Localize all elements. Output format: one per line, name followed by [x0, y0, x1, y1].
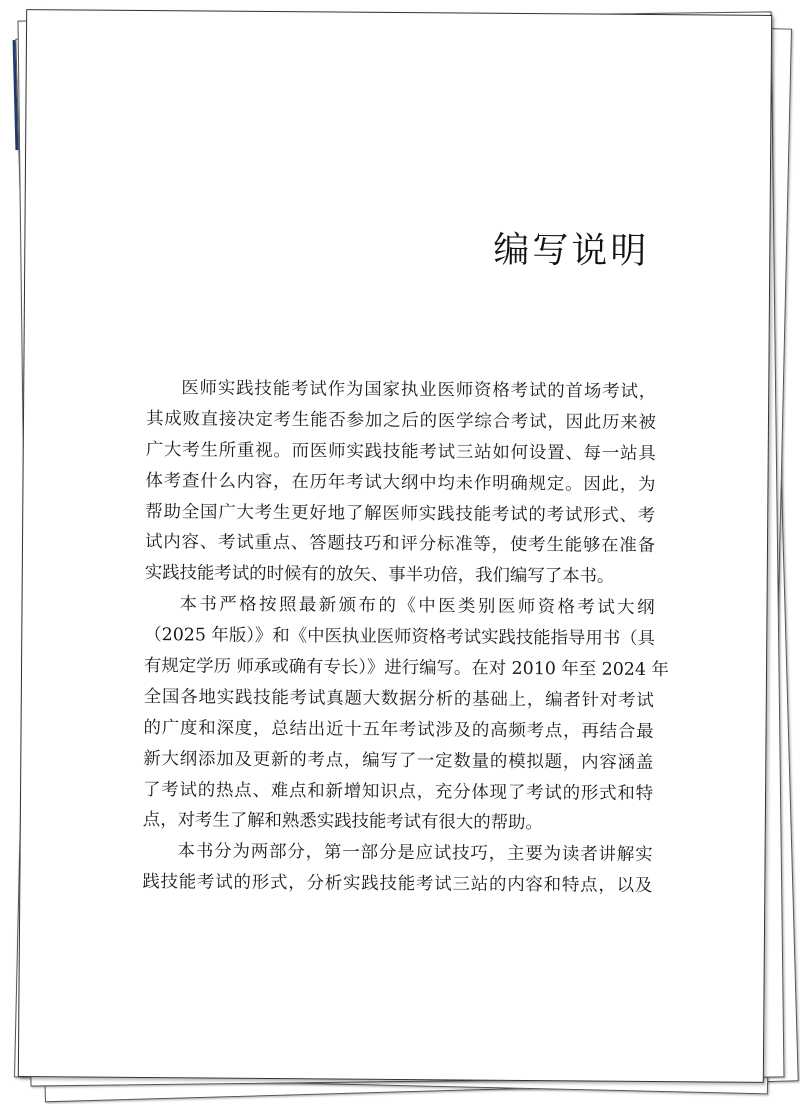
- text-line: 试内容、考试重点、答题技巧和评分标准等，使考生能够在准备: [144, 532, 656, 557]
- paragraph: [145, 373, 657, 593]
- text-line: 新大纲添加及更新的考点，编写了一定数量的模拟题，内容涵盖: [143, 748, 654, 773]
- text-line: 实践技能考试的时候有的放矢、事半功倍，我们编写了本书。: [144, 563, 615, 588]
- text-line: 本书严格按照最新颁布的《中医类别医师资格考试大纲: [179, 594, 655, 619]
- text-line: 体考查什么内容，在历年考试大纲中均未作明确规定。因此，为: [145, 470, 656, 495]
- document-page: [18, 9, 772, 1083]
- text-line: 帮助全国广大考生更好地了解医师实践技能考试的考试形式、考: [145, 501, 656, 526]
- paragraph: [142, 589, 669, 840]
- text-line: 点，对考生了解和熟悉实践技能考试有很大的帮助。: [142, 810, 543, 834]
- text-line: 广大考生所重视。而医师实践技能考试三站如何设置、每一站具: [145, 439, 656, 464]
- text-line: 了考试的热点、难点和新增知识点，充分体现了考试的形式和特: [143, 779, 654, 804]
- text-line: 其成败直接决定考生能否参加之后的医学综合考试，因此历来被: [145, 408, 657, 433]
- text-line: （2025 年版）》和《中医执业医师资格考试实践技能指导用书（具: [144, 625, 655, 650]
- text-line: 有规定学历 师承或确有专长）》进行编写。在对 2010 年至 2024 年: [143, 656, 669, 681]
- text-line: 践技能考试的形式，分析实践技能考试三站的内容和特点，以及: [142, 872, 653, 897]
- page-title: 编写说明: [493, 229, 650, 272]
- text-line: 本书分为两部分，第一部分是应试技巧，主要为读者讲解实: [177, 841, 653, 866]
- text-line: 医师实践技能考试作为国家执业医师资格考试的首场考试，: [181, 378, 657, 403]
- text-line: 全国各地实践技能考试真题大数据分析的基础上，编者针对考试: [143, 686, 654, 711]
- text-line: 的广度和深度，总结出近十五年考试涉及的高频考点，再结合最: [143, 717, 654, 742]
- body-text: [142, 373, 669, 902]
- paragraph: [142, 836, 652, 902]
